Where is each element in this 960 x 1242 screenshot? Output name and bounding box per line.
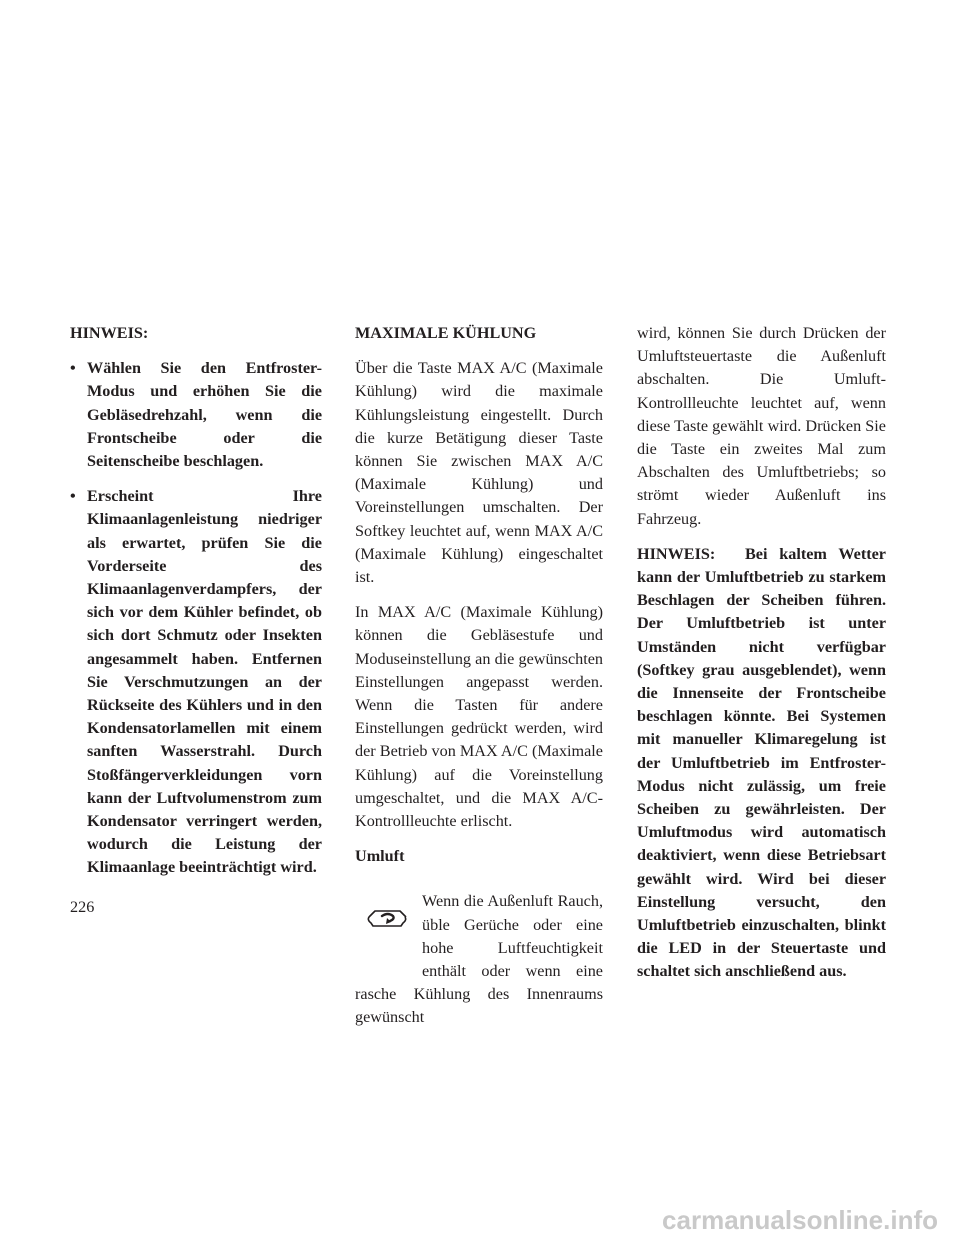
paragraph: Wenn die Außenluft Rauch, üble Gerüche oder eine hohe Luftfeuchtigkeit enthält oder wenn eine rasche Kühlung des Innenraums gewünscht [355,892,603,1027]
watermark-logo [458,1208,938,1234]
bullet-text: Wählen Sie den Entfroster-Modus und erhöhen Sie die Gebläsedrehzahl, wenn die Frontscheibe oder die Seitenscheibe beschlagen. [87,359,322,471]
list-item [70,485,322,879]
note-label: HINWEIS: [637,544,716,563]
note-heading: HINWEIS: [70,324,149,342]
section-heading: MAXIMALE KÜHLUNG [355,324,537,342]
bullet-list [70,357,322,879]
recirculation-paragraph [355,890,603,1029]
paragraph: Über die Taste MAX A/C (Maximale Kühlung) wird die maximale Kühlungsleistung eingestellt. Durch die kurze Betätigung dieser Taste können Sie zwischen MAX A/C (Maximale Kühlung) und Voreinstellungen umschalten. Der Softkey leuchtet auf, wenn MAX A/C (Maximale Kühlung) eingeschaltet ist. [355,359,603,587]
note-paragraph [637,543,886,984]
recirculation-icon [355,890,422,982]
bullet-icon: • [70,359,76,378]
note-text: Bei kaltem Wetter kann der Umluftbetrieb zu starkem Beschlagen der Scheiben führen. Der Umluftbetrieb ist unter Umständen nicht verfügbar (Softkey grau ausgeblendet), wenn die Innenseite der Frontscheibe beschlagen könnte. Bei Systemen mit manueller Klimaregelung ist der Umluftbetrieb im Entfroster-Modus nicht zulässig, um freie Scheiben zu gewährleisten. Der Umluftmodus wird automatisch deaktiviert, wenn diese Betriebsart gewählt wird. Wird bei dieser Einstellung versucht, den Umluftbetrieb einzuschalten, blinkt die LED in der Steuertaste und schaltet sich anschließend aus. [637,544,886,981]
list-item [70,357,322,473]
page-number: 226 [70,898,95,916]
paragraph: In MAX A/C (Maximale Kühlung) können die Gebläsestufe und Moduseinstellung an die gewünschten Einstellungen angepasst werden. Wenn die Tasten für andere Einstellungen gedrückt werden, wird der Betrieb von MAX A/C (Maximale Kühlung) auf die Voreinstellung umgeschaltet, und die MAX A/C-Kontrollleuchte erlischt. [355,603,603,831]
left-column [70,322,322,892]
bullet-text: Erscheint Ihre Klimaanlagenleistung niedriger als erwartet, prüfen Sie die Vorderseite des Klimaanlagenverdampfers, der sich vor dem Kühler befindet, ob sich dort Schmutz oder Insekten angesammelt haben. Entfernen Sie Verschmutzungen an der Rückseite des Kühlers und in den Kondensatorlamellen mit einem sanften Wasserstrahl. Durch Stoßfängerverkleidungen vorn kann der Luftvolumenstrom zum Kondensator verringert werden, wodurch die Leistung der Klimaanlage beeinträchtigt wird. [87,487,322,877]
right-column [637,322,886,996]
middle-column [355,322,603,1030]
bullet-icon: • [70,487,76,506]
paragraph: wird, können Sie durch Drücken der Umluftsteuertaste die Außenluft abschalten. Die Umluft-Kontrollleuchte leuchtet auf, wenn diese Taste gewählt wird. Drücken Sie die Taste ein zweites Mal zum Abschalten des Umluftbetriebs; so strömt wieder Außenluft ins Fahrzeug. [637,324,886,528]
subsection-heading: Umluft [355,847,405,866]
watermark-text: carmanualsonline.info [662,1208,938,1234]
